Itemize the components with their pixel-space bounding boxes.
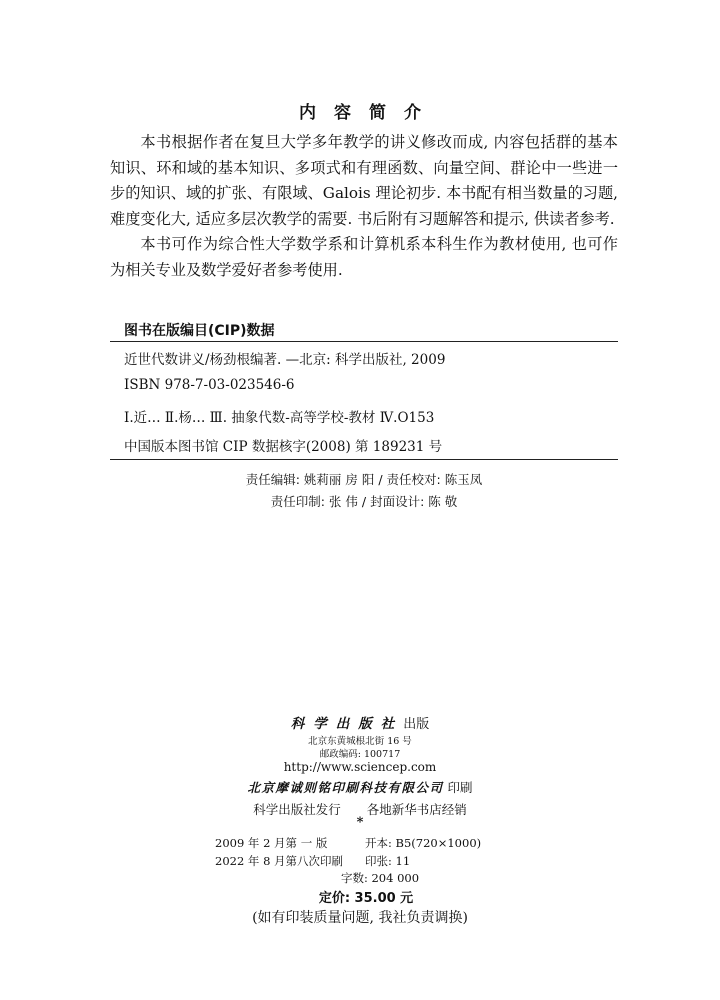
publisher-postcode: 邮政编码: 100717 — [319, 749, 401, 760]
summary-paragraph: 本书根据作者在复旦大学多年教学的讲义修改而成, 内容包括群的基本知识、环和域的基本知识、多项式和有理函数、向量空间、群论中一些进一步的知识、域的扩张、有限域、Galois 理论初步. 本书配有相当数量的习题, 难度变化大, 适应多层次教学的需要. 书后附有习题解答和提示, 供读者参考. — [110, 133, 618, 228]
summary-paragraph: 本书可作为综合性大学数学系和计算机系本科生作为教材使用, 也可作为相关专业及数学爱好者参考使用. — [110, 235, 618, 279]
publisher-address: 北京东黄城根北街 16 号 — [308, 736, 412, 747]
publisher-line — [0, 712, 720, 732]
printing-date: 2022 年 8 月第八次印刷 — [215, 854, 344, 868]
printed-sheets: 印张: 11 — [365, 854, 411, 868]
cip-top-divider — [110, 341, 618, 342]
publisher-name: 科学出版社 — [290, 716, 404, 732]
price: 定价: 35.00 元 — [318, 891, 414, 906]
summary-body — [110, 130, 618, 283]
quality-notice: (如有印装质量问题, 我社负责调换) — [252, 910, 468, 926]
edition-date: 2009 年 2 月第 一 版 — [215, 836, 328, 850]
printer-name: 北京摩诚则铭印刷科技有限公司 — [247, 780, 444, 795]
cip-classification-line: Ⅰ.近… Ⅱ.杨… Ⅲ. 抽象代数-高等学校-教材 Ⅳ.O153 — [124, 410, 435, 426]
printer-line — [0, 778, 720, 796]
distributor: 科学出版社发行 — [253, 802, 341, 817]
editors-line-2: 责任印制: 张 伟 / 封面设计: 陈 敬 — [270, 494, 458, 509]
retailer: 各地新华书店经销 — [366, 802, 467, 817]
summary-title: 内容简介 — [299, 103, 439, 123]
cip-bottom-divider — [110, 459, 618, 460]
book-format: 开本: B5(720×1000) — [365, 836, 482, 850]
edition-line — [215, 835, 481, 851]
publisher-suffix: 出版 — [403, 717, 430, 732]
cip-heading: 图书在版编目(CIP)数据 — [124, 323, 275, 339]
separator-star: * — [356, 815, 364, 830]
cip-record-number-line: 中国版本图书馆 CIP 数据核字(2008) 第 189231 号 — [124, 439, 443, 455]
cip-isbn-line: ISBN 978-7-03-023546-6 — [124, 377, 295, 393]
publisher-url: http://www.sciencep.com — [283, 760, 437, 774]
cip-title-line: 近世代数讲义/杨劲根编著. —北京: 科学出版社, 2009 — [124, 352, 446, 368]
printer-suffix: 印刷 — [447, 780, 473, 795]
word-count: 字数: 204 000 — [340, 871, 420, 885]
editors-line-1: 责任编辑: 姚莉丽 房 阳 / 责任校对: 陈玉凤 — [245, 472, 483, 487]
printing-line — [215, 853, 410, 869]
